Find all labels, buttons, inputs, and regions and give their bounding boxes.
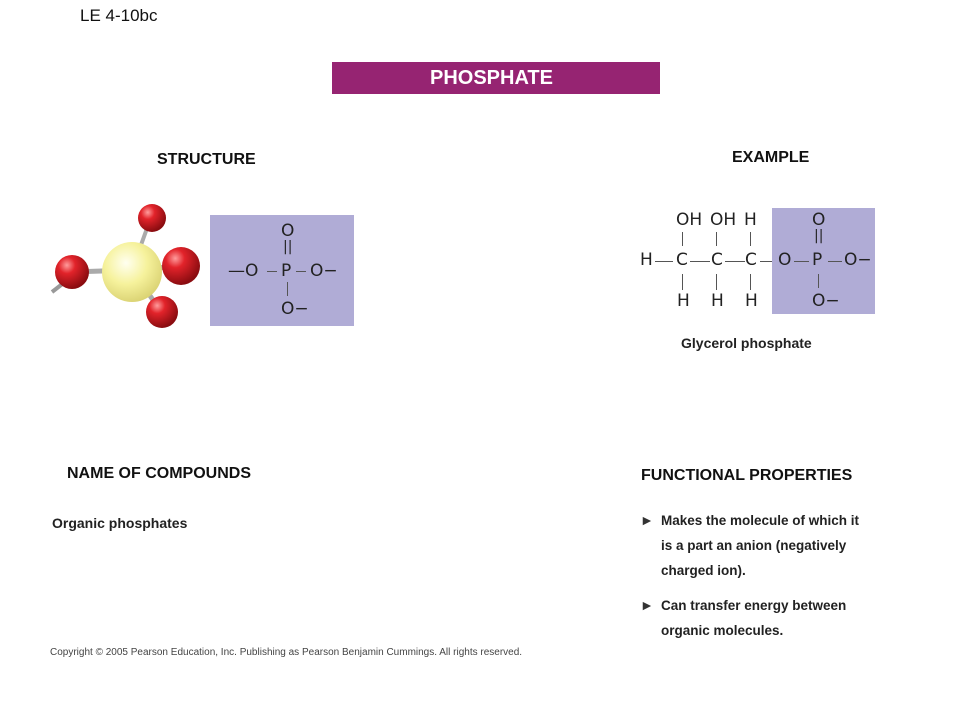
bond-line	[716, 232, 717, 246]
glycerol-formula	[640, 208, 780, 314]
formula-o-left: —O	[228, 261, 259, 281]
formula-h-bottom-2: H	[711, 291, 724, 311]
formula-h-bottom-1: H	[677, 291, 690, 311]
bullet-1-line-2: is a part an anion (negatively	[661, 538, 847, 553]
bond-line	[682, 274, 683, 290]
bond-line	[794, 261, 809, 262]
bullet-arrow-icon: ►	[640, 597, 654, 613]
formula-oh-2: OH	[710, 210, 737, 230]
bullet-1-line-1: Makes the molecule of which it	[661, 513, 860, 528]
bullet-item-1	[640, 508, 940, 583]
formula-o-top: O	[812, 210, 826, 230]
formula-double-bond: ||	[814, 228, 824, 244]
bond-line	[655, 261, 673, 262]
phosphate-ball-model	[46, 200, 206, 335]
phosphate-formula-box	[210, 215, 354, 326]
oxygen-atom-right	[162, 247, 200, 285]
glycerol-caption: Glycerol phosphate	[681, 335, 812, 351]
oxygen-atom-top	[138, 204, 166, 232]
example-phosphate-box	[772, 208, 875, 314]
bullet-arrow-icon: ►	[640, 512, 654, 528]
formula-c-3: C	[745, 250, 757, 270]
bond-line	[287, 282, 288, 296]
bond-line	[818, 274, 819, 288]
bond-line	[828, 261, 842, 262]
phosphorus-atom	[102, 242, 162, 302]
oxygen-atom-left	[55, 255, 89, 289]
formula-p: P	[812, 250, 823, 270]
bullet-2-line-2: organic molecules.	[661, 623, 784, 638]
bond-line	[682, 232, 683, 246]
structure-heading: STRUCTURE	[157, 151, 256, 168]
copyright-notice: Copyright © 2005 Pearson Education, Inc. Publishing as Pearson Benjamin Cummings. All rights reserved.	[50, 647, 523, 658]
banner-title: PHOSPHATE	[430, 67, 553, 89]
formula-o-bottom: O−	[812, 291, 840, 311]
title-banner	[332, 62, 660, 94]
bullet-1-line-3: charged ion).	[661, 563, 746, 578]
bond-line	[750, 232, 751, 246]
formula-h-top: H	[744, 210, 757, 230]
formula-o-right: O−	[310, 261, 338, 281]
formula-h-left: H	[640, 250, 653, 270]
formula-double-bond: ||	[283, 239, 293, 255]
bullet-2-line-1: Can transfer energy between	[661, 598, 847, 613]
formula-h-bottom-3: H	[745, 291, 758, 311]
formula-p: P	[281, 261, 292, 281]
example-heading: EXAMPLE	[732, 149, 810, 166]
bond-line	[750, 274, 751, 290]
bond-line	[267, 271, 277, 272]
oxygen-atom-bottom	[146, 296, 178, 328]
names-heading: NAME OF COMPOUNDS	[67, 465, 251, 482]
formula-oh-1: OH	[676, 210, 703, 230]
bond-line	[690, 261, 710, 262]
formula-c-2: C	[711, 250, 723, 270]
bullet-item-2	[640, 593, 940, 643]
functional-heading: FUNCTIONAL PROPERTIES	[641, 467, 853, 484]
formula-c-1: C	[676, 250, 688, 270]
formula-o-link: O	[778, 250, 792, 270]
formula-o-bottom: O−	[281, 299, 309, 319]
formula-o-top: O	[281, 221, 295, 241]
bond-line	[716, 274, 717, 290]
slide-label: LE 4-10bc	[80, 6, 158, 25]
bond-line	[725, 261, 745, 262]
compound-name: Organic phosphates	[52, 515, 188, 531]
formula-o-right: O−	[844, 250, 872, 270]
bond-line	[296, 271, 306, 272]
